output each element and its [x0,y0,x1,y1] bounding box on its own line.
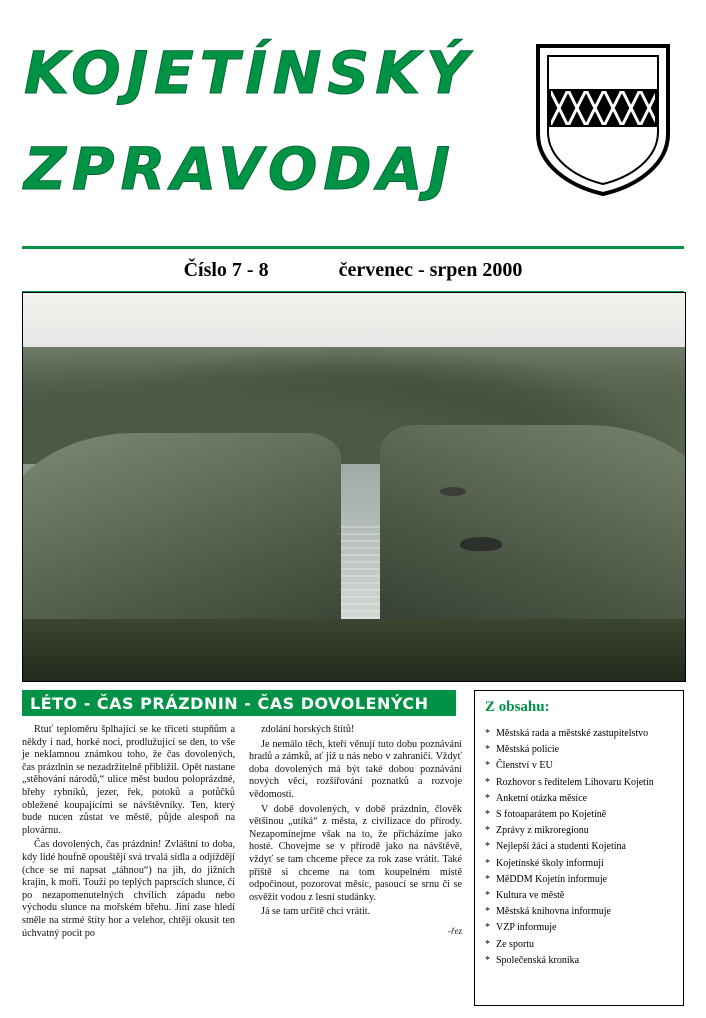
list-item[interactable] [485,791,675,807]
list-item[interactable] [485,758,675,774]
list-item[interactable] [485,726,675,742]
issue-date: červenec - srpen 2000 [338,258,523,281]
list-item[interactable] [485,839,675,855]
list-item[interactable] [485,953,675,969]
contents-item-label: Anketní otázka měsíce [496,792,588,804]
bullet-icon: * [485,809,490,821]
list-item[interactable] [485,888,675,904]
bullet-icon: * [485,776,490,788]
issue-number: Číslo 7 - 8 [183,258,269,281]
contents-item-label: VZP informuje [496,922,557,934]
contents-box [474,690,684,1006]
contents-list [485,726,675,969]
bullet-icon: * [485,857,490,869]
contents-title: Z obsahu: [485,699,550,715]
issue-bar [22,246,684,294]
bullet-icon: * [485,728,490,739]
article-paragraph: Čas dovolených, čas prázdnin! Zvláštní to doba, kdy lidé houfně opouštějí svá trvalá sídla a odjíždějí (chce se mi napsat „táhnou“) na jih, do jižních krajin, k moři. Touží po teplých paprscích slunce, či po nezapomenutelných chvílích západu nebo východu slunce na mořském břehu. Jiní zase hledí směle na strmé štíty hor a velehor, chtějí okusit ten úchvatný pocit po [22,839,235,939]
article-column-2 [249,724,462,1006]
list-item[interactable] [485,807,675,823]
list-item[interactable] [485,872,675,888]
article-paragraph: V době dovolených, v době prázdnin, člověk většinou „utíká“ z města, z civilizace do přírody. Nezapomínejme však na to, že přicházíme jako hosté. Chovejme se v přírodě jako na návštěvě, vždyť se tam chceme přece za rok zase vrátit. Také příště si chceme na tom koupelném místě odpočinout, pozorovat měsíc, pasoucí se srnu či se osvěžit vodou z lesní studánky. [249,803,462,903]
bullet-icon: * [485,873,490,885]
article-headline: LÉTO - ČAS PRÁZDNIN - ČAS DOVOLENÝCH [30,693,429,713]
bullet-icon: * [485,825,490,837]
contents-item-label: Členství v EU [496,760,553,772]
list-item[interactable] [485,937,675,953]
contents-item-label: S fotoaparátem po Kojetíně [496,809,607,821]
list-item[interactable] [485,920,675,936]
article-paragraph: Já se tam určitě chci vrátit. [261,906,371,918]
list-item[interactable] [485,742,675,758]
bullet-icon: * [485,922,490,934]
bullet-icon: * [485,744,490,756]
masthead-title-line1: KOJETÍNSKÝ [24,39,475,107]
contents-item-label: Městská rada a městské zastupitelstvo [496,728,649,739]
contents-item-label: Společenská kronika [496,954,580,966]
cover-photo [22,292,686,682]
bullet-icon: * [485,938,490,950]
article-headline-bar [22,690,456,716]
masthead-title-line2: ZPRAVODAJ [24,135,456,203]
article-paragraph: Rtuť teploměru šplhající se ke třiceti stupňům a někdy i nad, horké noci, prodlužující se den, to vše je neklamnou známkou toho, že čas dovolených, čas prázdnin se nezadržitelně přiblížil. Opět nastane „stěhování národů,“ ulice měst budou poloprázdné, břehy rybníků, jezer, řek, potoků a potůčků obležené koupajícími se návštěvníky. Ten, který bude nucen zůstat ve městě, půjde alespoň na plovárnu. [22,724,235,836]
article-paragraph: Je nemálo těch, kteří věnují tuto dobu poznávání hradů a zámků, ať již u nás nebo v zahraničí. Vždyť doba dovolených má být také dobou poznávání nových věcí, rozšiřování poznatků a rozvoje vědomostí. [249,738,462,800]
article-signature: -řez [448,925,462,936]
bullet-icon: * [485,890,490,902]
contents-item-label: Nejlepší žáci a studenti Kojetína [496,841,626,853]
contents-item-label: Městská knihovna informuje [496,906,611,918]
list-item[interactable] [485,904,675,920]
list-item[interactable] [485,856,675,872]
list-item[interactable] [485,823,675,839]
contents-item-label: MěDDM Kojetín informuje [496,873,608,885]
bullet-icon: * [485,760,490,772]
list-item[interactable] [485,775,675,791]
article-column-1 [22,724,235,1006]
masthead [0,0,706,240]
town-crest-icon [528,38,678,198]
contents-item-label: Městská policie [496,744,560,756]
bullet-icon: * [485,841,490,853]
article-body [22,724,462,1006]
contents-item-label: Ze sportu [496,938,535,950]
bullet-icon: * [485,792,490,804]
photo-distant-boat [440,487,466,496]
contents-item-label: Kojetínské školy informují [496,857,604,869]
bullet-icon: * [485,906,490,918]
bullet-icon: * [485,954,490,966]
photo-foreground-grass [23,619,685,681]
photo-boat [460,537,502,551]
contents-item-label: Zprávy z mikroregionu [496,825,589,837]
article-paragraph: zdolání horských štítů! [261,724,355,735]
contents-item-label: Kultura ve městě [496,890,565,902]
contents-item-label: Rozhovor s ředitelem Lihovaru Kojetín [496,776,654,788]
